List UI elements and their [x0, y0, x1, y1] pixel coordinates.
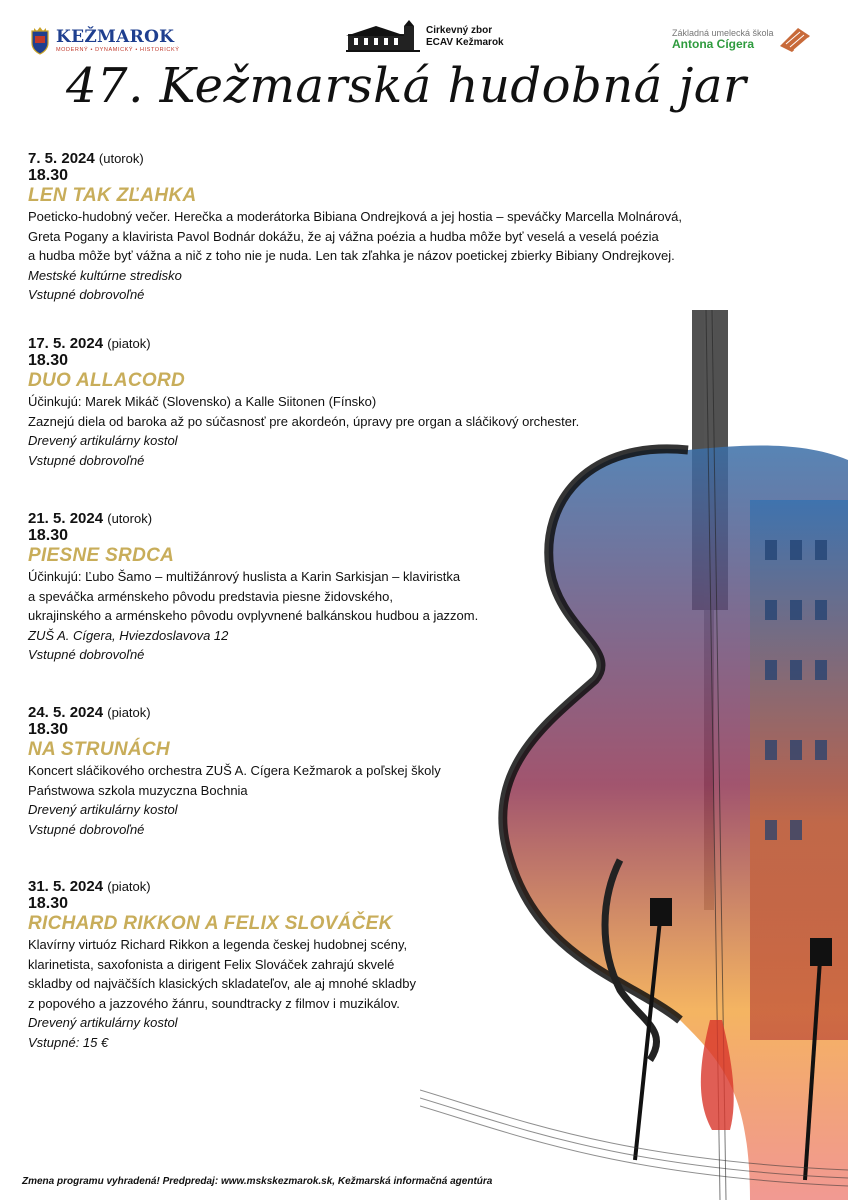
church-logo	[346, 20, 504, 54]
school-logo-line1: Základná umelecká škola	[672, 27, 774, 38]
event-venue: Drevený artikulárny kostol	[28, 1015, 178, 1030]
kezmarok-town-logo	[30, 24, 180, 58]
event-date: 24. 5. 2024 (piatok)	[28, 704, 151, 721]
event-day: (piatok)	[107, 705, 151, 720]
event-block	[28, 335, 788, 470]
event-admission: Vstupné dobrovoľné	[28, 452, 145, 468]
event-day: (piatok)	[107, 336, 151, 351]
event-time: 18.30	[28, 167, 69, 184]
event-day: (piatok)	[107, 879, 151, 894]
event-title: LEN TAK ZĽAHKA	[28, 185, 197, 206]
event-description-line: Klavírny virtuóz Richard Rikkon a legenda českej hudobnej scény,	[28, 937, 408, 952]
event-time: 18.30	[28, 527, 69, 544]
church-logo-line1: Cirkevný zbor	[426, 25, 493, 36]
event-time: 18.30	[28, 352, 69, 369]
event-block	[28, 704, 788, 839]
event-admission: Vstupné dobrovoľné	[28, 287, 145, 302]
event-day: (utorok)	[107, 511, 153, 526]
piano-keys-icon	[778, 26, 812, 52]
event-date: 7. 5. 2024 (utorok)	[28, 150, 144, 167]
event-date: 17. 5. 2024 (piatok)	[28, 335, 151, 352]
event-date: 21. 5. 2024 (utorok)	[28, 510, 153, 527]
event-description-line: Koncert sláčikového orchestra ZUŠ A. Cígera Kežmarok a poľskej školy	[28, 763, 441, 778]
event-venue: Drevený artikulárny kostol	[28, 802, 178, 817]
event-block	[28, 878, 788, 1052]
event-date: 31. 5. 2024 (piatok)	[28, 878, 151, 895]
event-venue: Drevený artikulárny kostol	[28, 433, 178, 448]
church-logo-line2: ECAV Kežmarok	[426, 37, 504, 48]
event-title: NA STRUNÁCH	[28, 739, 170, 760]
event-title: RICHARD RIKKON A FELIX SLOVÁČEK	[28, 913, 393, 934]
event-description-line: klarinetista, saxofonista a dirigent Felix Slováček zahrajú skvelé	[28, 956, 395, 972]
event-description-line: ukrajinského a arménskeho pôvodu ovplyvnené balkánskou hudbou a jazzom.	[28, 608, 479, 623]
event-venue: Mestské kultúrne stredisko	[28, 267, 182, 283]
event-description-line: Greta Pogany a klavirista Pavol Bodnár dokážu, že aj vážna poézia a hudba môže byť veselá a veselá poézia	[28, 228, 659, 244]
page-title: 47. Kežmarská hudobná jar	[66, 58, 747, 114]
event-description-line: Poeticko-hudobný večer. Herečka a moderátorka Bibiana Ondrejková a jej hostia – speváčky Marcella Molnárová,	[28, 209, 682, 224]
town-logo-name: KEŽMAROK	[56, 26, 175, 47]
school-logo-line2: Antona Cígera	[672, 36, 755, 51]
event-venue: ZUŠ A. Cígera, Hviezdoslavova 12	[28, 627, 229, 643]
town-logo-tagline: MODERNÝ • DYNAMICKÝ • HISTORICKÝ	[56, 46, 180, 53]
church-building-icon	[346, 20, 420, 54]
event-description-line: a hudba môže byť vážna a nič z toho nie je nuda. Len tak zľahka je názov poetickej zbierky Bibiany Ondrejkovej.	[28, 248, 675, 263]
footer-note: Zmena programu vyhradená! Predpredaj: www.mskskezmarok.sk, Kežmarská informačná agentúra	[22, 1176, 493, 1187]
event-description-line: Účinkujú: Marek Mikáč (Slovensko) a Kalle Siitonen (Fínsko)	[28, 394, 377, 409]
event-description-line: a speváčka arménskeho pôvodu predstavia piesne židovského,	[28, 588, 393, 604]
event-time: 18.30	[28, 721, 69, 738]
art-school-logo	[672, 26, 812, 52]
town-crest-icon	[30, 27, 50, 55]
event-day: (utorok)	[98, 151, 144, 166]
event-time: 18.30	[28, 895, 69, 912]
event-title: PIESNE SRDCA	[28, 545, 175, 566]
event-block	[28, 510, 788, 665]
event-description-line: skladby od najväčších klasických skladateľov, ale aj mnohé skladby	[28, 976, 416, 991]
event-admission: Vstupné dobrovoľné	[28, 647, 145, 662]
event-admission: Vstupné: 15 €	[28, 1034, 109, 1050]
event-description-line: Państwowa szkola muzyczna Bochnia	[28, 782, 248, 798]
event-description-line: Účinkujú: Ľubo Šamo – multižánrový huslista a Karin Sarkisjan – klaviristka	[28, 569, 461, 584]
event-description-line: Zaznejú diela od baroka až po súčasnosť pre akordeón, úpravy pre organ a sláčikový orchester.	[28, 413, 580, 429]
event-block	[28, 150, 788, 305]
event-description-line: z popového a jazzového žánru, soundtracky z filmov i muzikálov.	[28, 995, 400, 1011]
event-admission: Vstupné dobrovoľné	[28, 821, 145, 837]
event-title: DUO ALLACORD	[28, 370, 185, 391]
